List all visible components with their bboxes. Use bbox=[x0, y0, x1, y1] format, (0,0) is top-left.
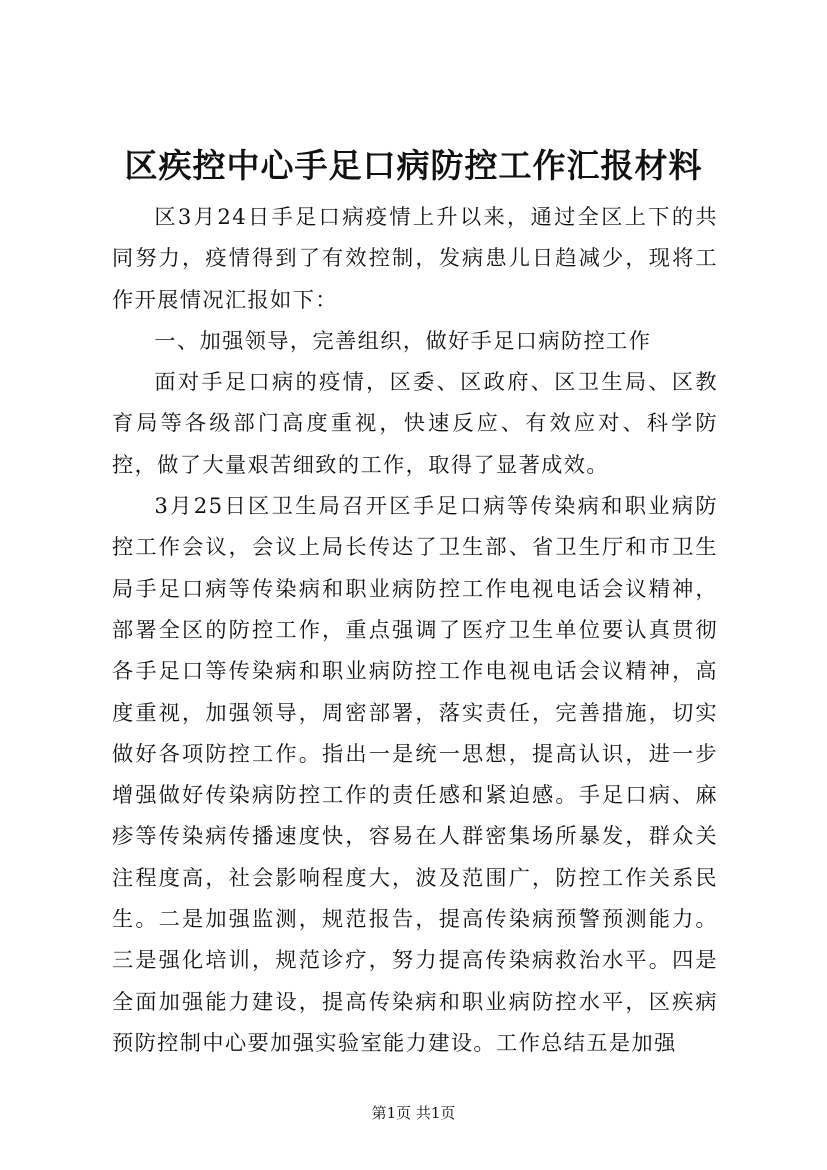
document-body bbox=[112, 196, 718, 1063]
paragraph-response: 面对手足口病的疫情，区委、区政府、区卫生局、区教育局等各级部门高度重视，快速反应、有效应对、科学防控，做了大量艰苦细致的工作，取得了显著成效。 bbox=[112, 369, 718, 477]
paragraph-meeting: 3月25日区卫生局召开区手足口病等传染病和职业病防控工作会议，会议上局长传达了卫生部、省卫生厅和市卫生局手足口病等传染病和职业病防控工作电视电话会议精神，部署全区的防控工作，重点强调了医疗卫生单位要认真贯彻各手足口等传染病和职业病防控工作电视电话会议精神，高度重视，加强领导，周密部署，落实责任，完善措施，切实做好各项防控工作。指出一是统一思想，提高认识，进一步增强做好传染病防控工作的责任感和紧迫感。手足口病、麻疹等传染病传播速度快，容易在人群密集场所暴发，群众关注程度高，社会影响程度大，波及范围广，防控工作关系民生。二是加强监测，规范报告，提高传染病预警预测能力。三是强化培训，规范诊疗，努力提高传染病救治水平。四是全面加强能力建设，提高传染病和职业病防控水平，区疾病预防控制中心要加强实验室能力建设。工作总结五是加强 bbox=[112, 493, 718, 1055]
paragraph-intro: 区3月24日手足口病疫情上升以来，通过全区上下的共同努力，疫情得到了有效控制，发病患儿日趋减少，现将工作开展情况汇报如下： bbox=[112, 204, 718, 312]
paragraph-section-heading: 一、加强领导，完善组织，做好手足口病防控工作 bbox=[154, 327, 652, 353]
page-footer bbox=[0, 1103, 827, 1123]
document-title: 区疾控中心手足口病防控工作汇报材料 bbox=[124, 146, 703, 185]
page-number-label: 第1页 共1页 bbox=[371, 1104, 456, 1122]
